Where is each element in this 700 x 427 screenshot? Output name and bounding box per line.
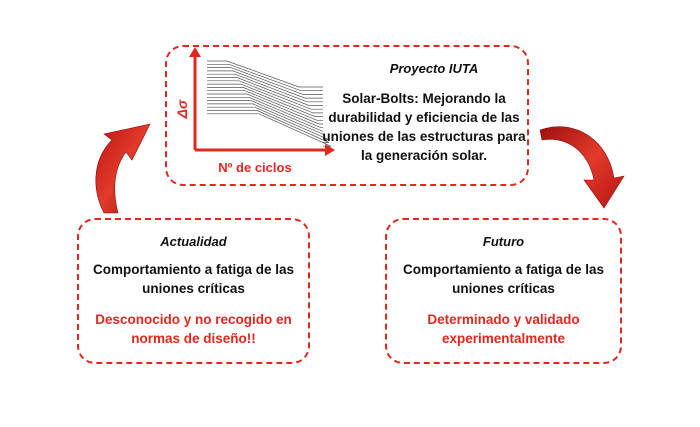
future-description: Comportamiento a fatiga de las uniones críticas (402, 262, 605, 296)
current-description: Comportamiento a fatiga de las uniones críticas (92, 262, 295, 296)
project-title: Proyecto IUTA (389, 61, 479, 76)
arrow-top-to-right (540, 127, 624, 208)
sn-curve-chart (167, 47, 337, 188)
chart-xlabel: Nº de ciclos (218, 160, 292, 175)
project-box (165, 45, 529, 186)
arrow-left-to-top (96, 124, 150, 213)
chart-ylabel: Δσ (174, 99, 190, 119)
sn-curve-line (207, 91, 323, 121)
current-status: Desconocido y no recogido en normas de diseño!! (95, 312, 292, 346)
sn-curves (207, 61, 331, 146)
current-title: Actualidad (160, 234, 227, 249)
y-axis-arrowhead (189, 47, 201, 57)
sn-curve-line (207, 81, 323, 109)
future-status: Determinado y validado experimentalmente (427, 312, 580, 346)
sn-curve-line (207, 74, 323, 102)
future-box (385, 218, 622, 364)
sn-curve-line (207, 87, 323, 116)
future-title: Futuro (482, 234, 525, 249)
project-description: Solar-Bolts: Mejorando la durabilidad y eficiencia de las uniones de las estructuras para la generación solar. (322, 91, 526, 163)
current-box (77, 218, 310, 364)
